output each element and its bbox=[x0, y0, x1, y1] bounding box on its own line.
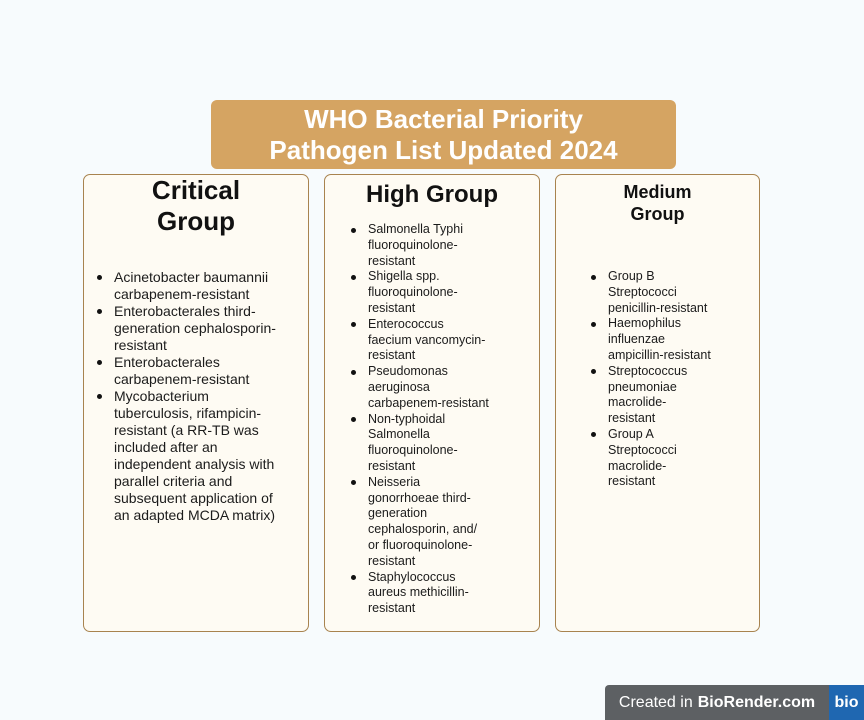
biorender-watermark[interactable] bbox=[605, 685, 864, 720]
medium-pathogen-list bbox=[608, 269, 758, 490]
watermark-brand: BioRender.com bbox=[697, 693, 816, 711]
list-item-line: gonorrhoeae third- bbox=[368, 490, 471, 505]
list-item-line: parallel criteria and bbox=[114, 473, 233, 489]
list-item-line: Group A bbox=[608, 426, 654, 441]
list-item-line: or fluoroquinolone- bbox=[368, 537, 473, 552]
list-item-line: resistant (a RR-TB was bbox=[114, 422, 259, 438]
list-item bbox=[114, 388, 304, 524]
list-item-line: generation cephalosporin- bbox=[114, 320, 276, 336]
critical-group-box bbox=[83, 174, 309, 632]
list-item-line: Pseudomonas bbox=[368, 364, 448, 379]
medium-group-heading bbox=[556, 175, 759, 225]
diagram-title bbox=[211, 100, 676, 169]
critical-heading-line-1: Critical bbox=[151, 175, 241, 205]
list-item-line: tuberculosis, rifampicin- bbox=[114, 405, 262, 421]
list-item bbox=[114, 303, 304, 354]
list-item-line: Streptococci bbox=[608, 284, 677, 299]
list-item bbox=[608, 427, 758, 490]
list-item-line: fluoroquinolone- bbox=[368, 285, 458, 300]
high-pathogen-list bbox=[368, 222, 538, 617]
list-item-line: cephalosporin, and/ bbox=[368, 522, 478, 537]
list-item-line: macrolide- bbox=[608, 458, 667, 473]
list-item-line: resistant bbox=[368, 348, 416, 363]
list-item-line: resistant bbox=[114, 337, 167, 353]
list-item bbox=[368, 317, 538, 364]
list-item-line: penicillin-resistant bbox=[608, 300, 708, 315]
list-item-line: influenzae bbox=[608, 332, 665, 347]
list-item bbox=[608, 316, 758, 363]
biorender-logo-icon: bio bbox=[829, 685, 864, 720]
list-item-line: an adapted MCDA matrix) bbox=[114, 507, 276, 523]
critical-group-heading bbox=[84, 175, 308, 237]
title-line-1: WHO Bacterial Priority bbox=[304, 104, 583, 134]
list-item-line: Enterobacterales third- bbox=[114, 303, 256, 319]
list-item-line: Streptococcus bbox=[608, 363, 688, 378]
list-item-line: Neisseria bbox=[368, 474, 421, 489]
list-item bbox=[368, 475, 538, 570]
high-group-heading bbox=[325, 175, 539, 210]
list-item-line: resistant bbox=[368, 253, 416, 268]
list-item-line: macrolide- bbox=[608, 395, 667, 410]
list-item-line: aureus methicillin- bbox=[368, 585, 469, 600]
list-item bbox=[114, 354, 304, 388]
list-item-line: carbapenem-resistant bbox=[114, 286, 250, 302]
list-item-line: resistant bbox=[368, 553, 416, 568]
list-item bbox=[368, 222, 538, 269]
medium-group-box bbox=[555, 174, 760, 632]
list-item-line: Shigella spp. bbox=[368, 269, 440, 284]
list-item-line: Salmonella Typhi bbox=[368, 222, 463, 236]
list-item bbox=[368, 269, 538, 316]
list-item-line: carbapenem-resistant bbox=[368, 395, 489, 410]
list-item-line: Mycobacterium bbox=[114, 388, 209, 404]
critical-pathogen-list bbox=[114, 269, 304, 524]
list-item bbox=[608, 269, 758, 316]
list-item bbox=[114, 269, 304, 303]
list-item-line: Streptococci bbox=[608, 442, 677, 457]
list-item-line: pneumoniae bbox=[608, 379, 677, 394]
list-item-line: included after an bbox=[114, 439, 218, 455]
list-item-line: resistant bbox=[368, 458, 416, 473]
high-group-box bbox=[324, 174, 540, 632]
list-item-line: Group B bbox=[608, 269, 655, 283]
watermark-prefix: Created in bbox=[618, 693, 693, 711]
list-item-line: carbapenem-resistant bbox=[114, 371, 250, 387]
list-item-line: generation bbox=[368, 506, 428, 521]
list-item-line: faecium vancomycin- bbox=[368, 332, 486, 347]
list-item-line: aeruginosa bbox=[368, 379, 430, 394]
list-item-line: independent analysis with bbox=[114, 456, 275, 472]
title-line-2: Pathogen List Updated 2024 bbox=[269, 135, 618, 165]
list-item-line: Acinetobacter baumannii bbox=[114, 269, 269, 285]
list-item-line: Staphylococcus bbox=[368, 569, 456, 584]
list-item bbox=[368, 570, 538, 617]
list-item-line: ampicillin-resistant bbox=[608, 347, 711, 362]
list-item-line: resistant bbox=[368, 601, 416, 616]
list-item-line: Haemophilus bbox=[608, 316, 681, 331]
list-item-line: resistant bbox=[368, 300, 416, 315]
critical-heading-line-2: Group bbox=[157, 206, 235, 236]
list-item bbox=[368, 364, 538, 411]
list-item-line: Non-typhoidal bbox=[368, 411, 446, 426]
medium-heading-line-1: Medium bbox=[623, 182, 692, 202]
list-item-line: Salmonella bbox=[368, 427, 430, 442]
list-item-line: Enterococcus bbox=[368, 316, 444, 331]
watermark-text bbox=[605, 685, 829, 720]
high-heading-line-1: High Group bbox=[366, 181, 498, 208]
list-item-line: resistant bbox=[608, 411, 656, 426]
list-item-line: Enterobacterales bbox=[114, 354, 220, 370]
list-item bbox=[608, 364, 758, 427]
medium-heading-line-2: Group bbox=[630, 204, 685, 224]
list-item-line: subsequent application of bbox=[114, 490, 273, 506]
list-item-line: fluoroquinolone- bbox=[368, 443, 458, 458]
list-item-line: resistant bbox=[608, 474, 656, 489]
list-item-line: fluoroquinolone- bbox=[368, 237, 458, 252]
list-item bbox=[368, 412, 538, 475]
